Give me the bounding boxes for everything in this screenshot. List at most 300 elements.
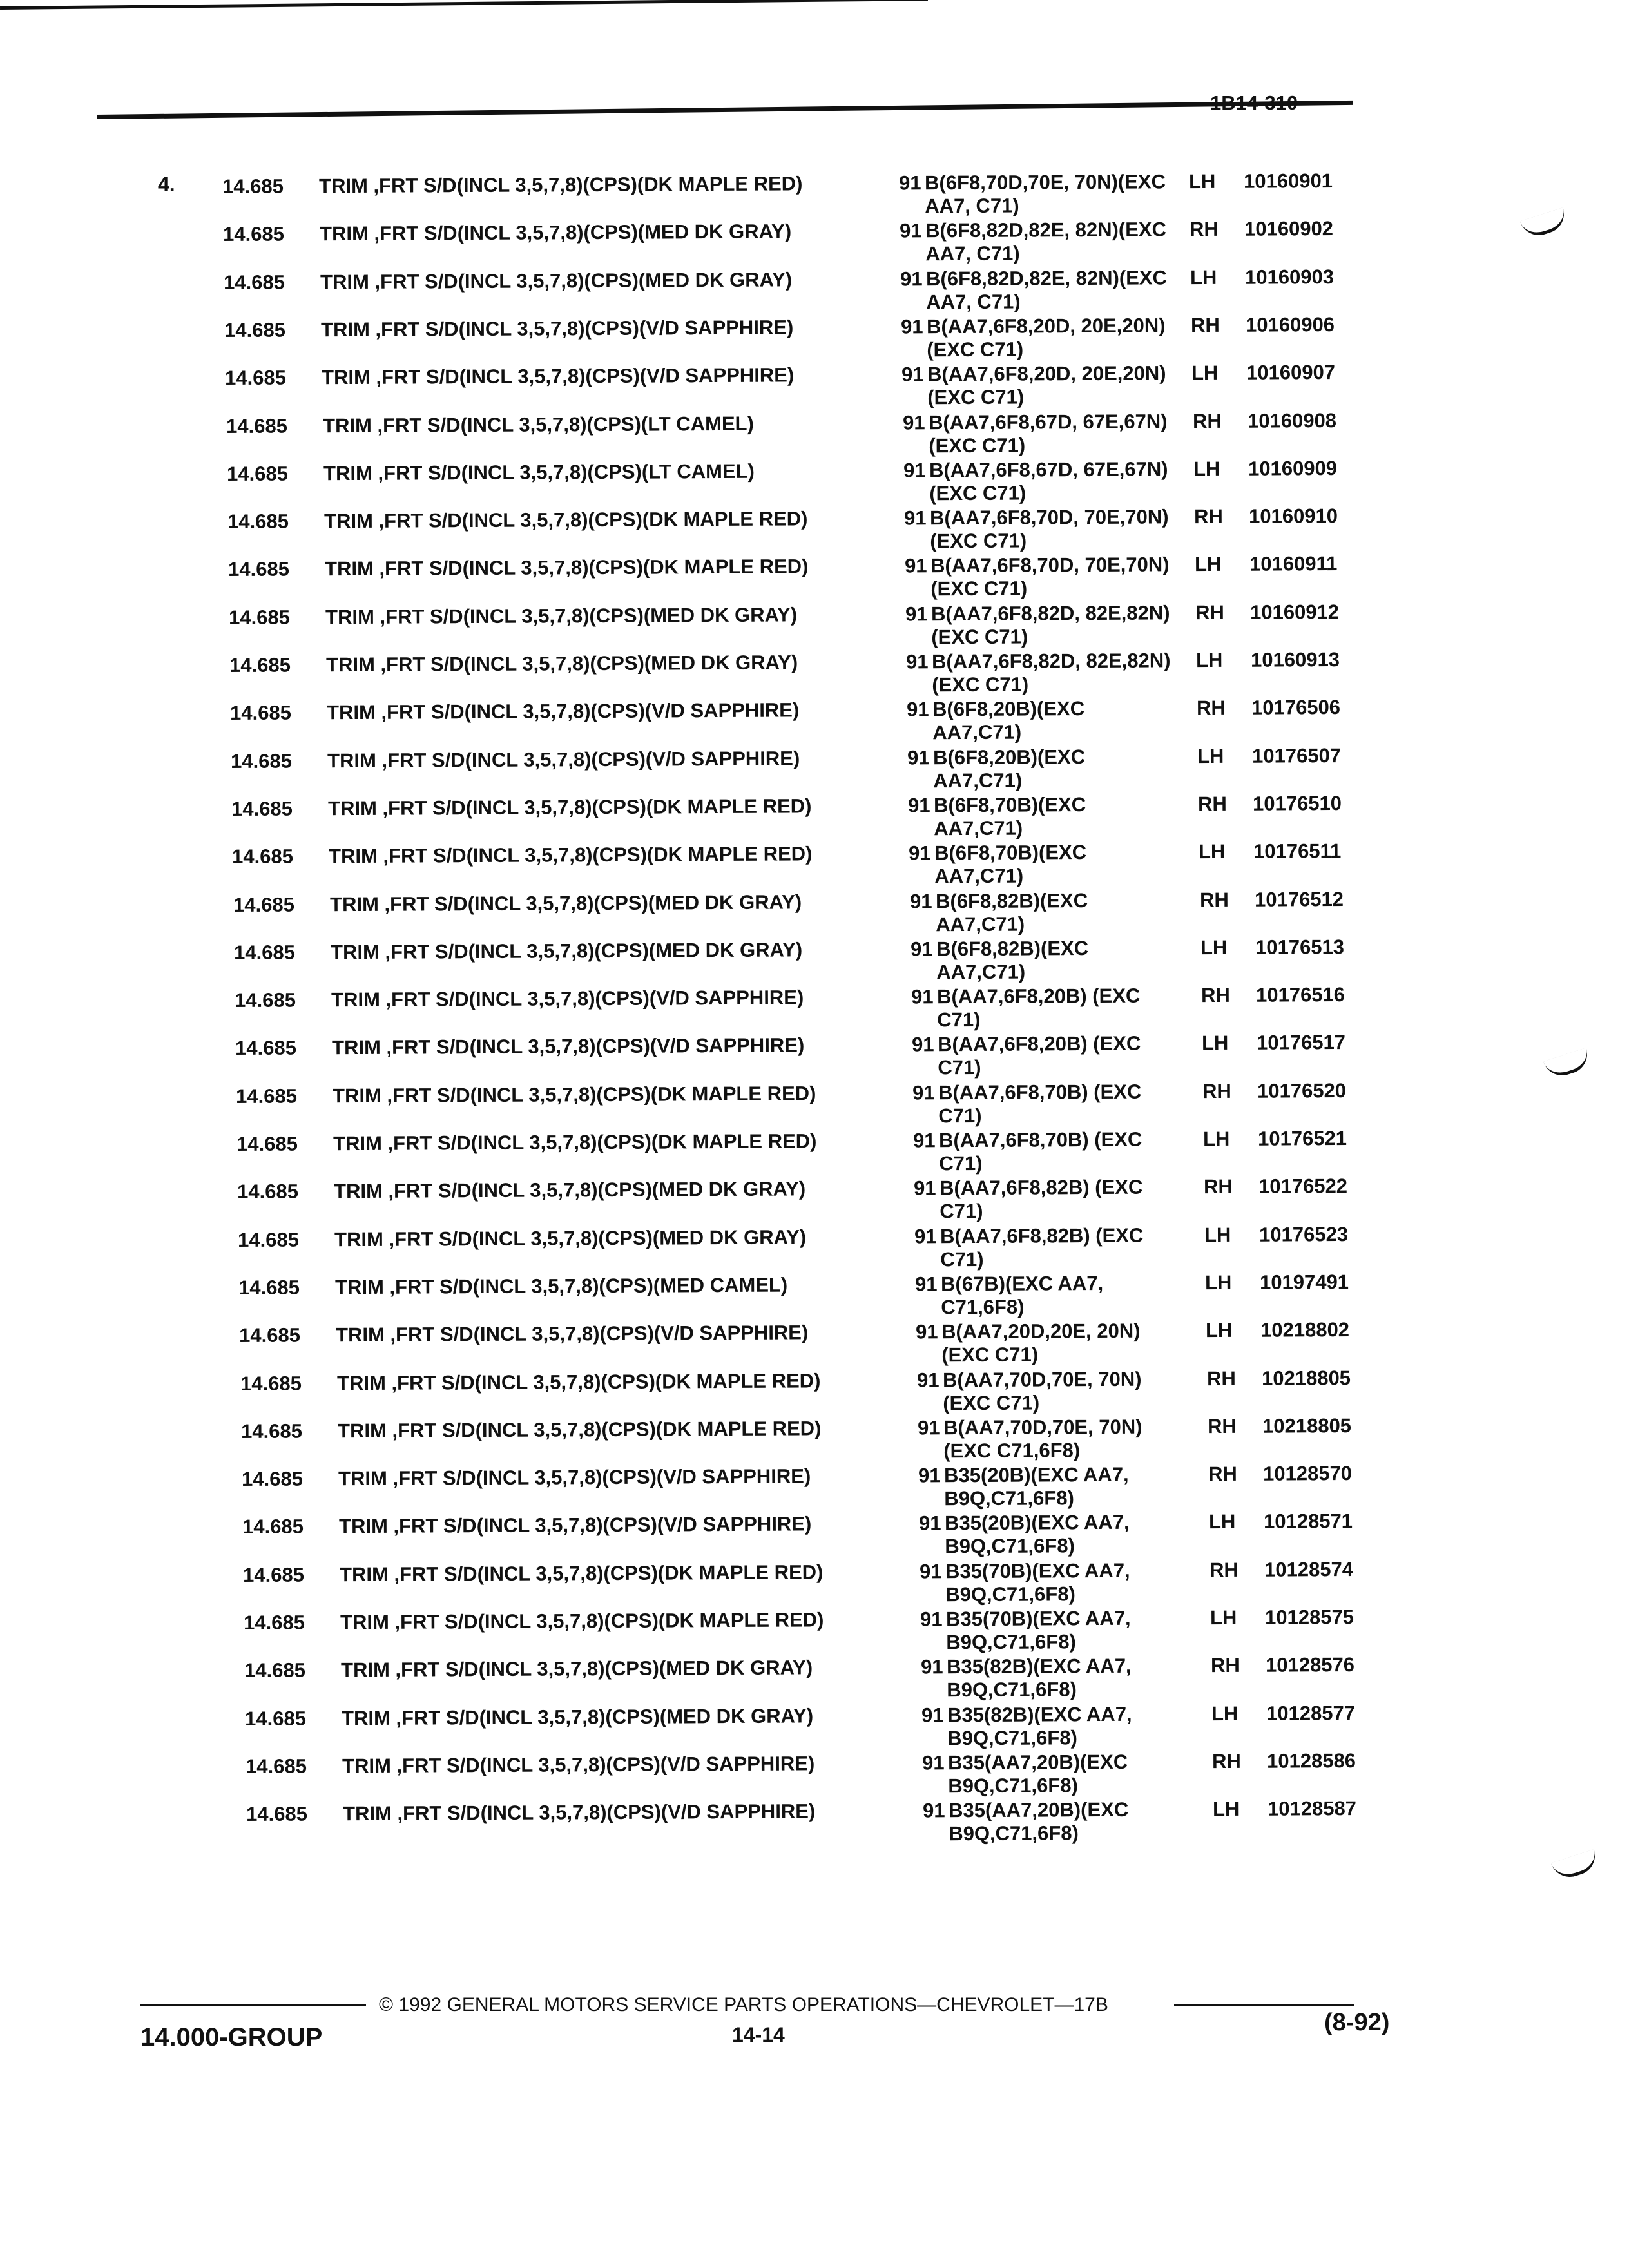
item-quantity: 91	[904, 554, 927, 577]
item-description	[327, 747, 894, 773]
item-quantity: 91	[910, 937, 933, 961]
page-code: 1B14-310	[1210, 91, 1298, 114]
item-side: RH	[1189, 217, 1219, 241]
part-number: 10128586	[1266, 1749, 1356, 1773]
item-code: 14.685	[236, 1132, 298, 1155]
item-description-text: FRT S/D(INCL 3,5,7,8)(CPS)(V/D SAPPHIRE)	[386, 698, 800, 724]
part-number: 10160913	[1250, 648, 1340, 671]
item-code: 14.685	[235, 988, 296, 1012]
item-quantity: 91	[899, 219, 922, 242]
footer-rule-right	[1174, 2004, 1354, 2006]
parts-row	[240, 1367, 1400, 1420]
parts-row	[235, 983, 1394, 1037]
item-description	[326, 651, 893, 677]
part-number: 10218805	[1261, 1366, 1351, 1390]
item-code: 14.685	[244, 1658, 306, 1682]
parts-row	[238, 1223, 1398, 1276]
item-description-text: FRT S/D(INCL 3,5,7,8)(CPS)(MED DK GRAY)	[379, 220, 792, 245]
item-usage: B35(70B)(EXC AA7, B9Q,C71,6F8)	[945, 1606, 1131, 1654]
item-quantity: 91	[905, 602, 928, 626]
item-side: LH	[1208, 1510, 1236, 1533]
part-number: 10176517	[1256, 1030, 1346, 1054]
item-side: RH	[1206, 1367, 1236, 1390]
parts-row	[242, 1462, 1402, 1515]
item-description-text: FRT S/D(INCL 3,5,7,8)(CPS)(DK MAPLE RED)	[387, 794, 812, 820]
part-number: 10160907	[1246, 360, 1336, 384]
item-keyword: TRIM ,	[333, 1179, 394, 1203]
item-quantity: 91	[921, 1751, 945, 1774]
item-description-text: FRT S/D(INCL 3,5,7,8)(CPS)(V/D SAPPHIRE)	[387, 747, 800, 772]
item-side: RH	[1192, 409, 1222, 433]
item-usage: B(67B)(EXC AA7, C71,6F8)	[940, 1271, 1104, 1319]
item-code: 14.685	[239, 1323, 301, 1347]
item-description	[331, 986, 898, 1012]
item-quantity: 91	[921, 1704, 944, 1727]
item-usage: B(AA7,20D,20E, 20N)(EXC C71)	[941, 1319, 1141, 1367]
item-keyword: TRIM ,	[337, 1419, 398, 1443]
parts-row	[228, 552, 1388, 606]
item-description	[335, 1273, 902, 1300]
item-usage: B(6F8,82D,82E, 82N)(EXC AA7, C71)	[925, 266, 1168, 314]
item-keyword: TRIM ,	[319, 222, 380, 245]
item-description-text: FRT S/D(INCL 3,5,7,8)(CPS)(MED DK GRAY)	[401, 1704, 814, 1729]
item-description-text: FRT S/D(INCL 3,5,7,8)(CPS)(V/D SAPPHIRE)	[381, 363, 795, 389]
item-usage: B(AA7,6F8,20B) (EXC C71)	[936, 984, 1141, 1032]
item-quantity: 91	[918, 1512, 941, 1535]
item-usage: B(AA7,6F8,67D, 67E,67N)(EXC C71)	[929, 457, 1168, 505]
parts-row	[244, 1606, 1403, 1659]
item-description	[323, 412, 890, 438]
item-description-text: FRT S/D(INCL 3,5,7,8)(CPS)(MED DK GRAY)	[394, 1225, 807, 1251]
item-keyword: TRIM ,	[335, 1323, 396, 1347]
item-quantity: 91	[901, 363, 924, 386]
item-keyword: TRIM ,	[338, 1466, 399, 1490]
item-description	[323, 459, 891, 486]
item-keyword: TRIM ,	[342, 1802, 403, 1825]
item-description-text: FRT S/D(INCL 3,5,7,8)(CPS)(LT CAMEL)	[383, 459, 755, 485]
item-side: LH	[1191, 361, 1219, 385]
item-description-text: FRT S/D(INCL 3,5,7,8)(CPS)(DK MAPLE RED)	[388, 842, 813, 867]
item-side: LH	[1188, 169, 1216, 193]
item-code: 14.685	[245, 1707, 307, 1730]
parts-row	[224, 265, 1383, 319]
item-usage: B(AA7,6F8,67D, 67E,67N)(EXC C71)	[928, 410, 1168, 457]
item-code: 14.685	[238, 1228, 300, 1251]
item-code: 14.685	[241, 1419, 303, 1443]
item-keyword: TRIM ,	[326, 700, 387, 724]
item-description-text: FRT S/D(INCL 3,5,7,8)(CPS)(V/D SAPPHIRE)	[398, 1465, 811, 1490]
parts-row	[229, 648, 1389, 702]
parts-row	[237, 1175, 1397, 1228]
item-description-text: FRT S/D(INCL 3,5,7,8)(CPS)(DK MAPLE RED)	[396, 1369, 821, 1394]
item-usage: B(AA7,6F8,70B) (EXC C71)	[938, 1080, 1142, 1128]
item-keyword: TRIM ,	[325, 653, 387, 677]
item-number: 4.	[158, 173, 175, 196]
item-description	[342, 1752, 909, 1778]
part-number: 10160906	[1245, 312, 1335, 336]
parts-row	[241, 1414, 1401, 1468]
parts-row	[234, 936, 1394, 989]
parts-row	[229, 601, 1389, 654]
item-description	[329, 842, 896, 869]
item-description-text: FRT S/D(INCL 3,5,7,8)(CPS)(DK MAPLE RED)	[397, 1417, 822, 1442]
item-description-text: FRT S/D(INCL 3,5,7,8)(CPS)(DK MAPLE RED)	[392, 1129, 817, 1155]
item-keyword: TRIM ,	[331, 1035, 392, 1059]
item-description	[327, 698, 894, 725]
item-description	[330, 890, 897, 917]
item-side: RH	[1196, 696, 1226, 720]
item-side: RH	[1203, 1175, 1233, 1198]
item-side: LH	[1204, 1223, 1231, 1247]
part-number: 10128575	[1264, 1605, 1354, 1629]
item-code: 14.685	[226, 414, 288, 437]
item-code: 14.685	[228, 557, 290, 581]
item-keyword: TRIM ,	[336, 1371, 398, 1395]
item-quantity: 91	[906, 698, 929, 721]
item-side: RH	[1209, 1558, 1239, 1582]
part-number: 10128576	[1265, 1653, 1355, 1677]
parts-row	[227, 457, 1387, 510]
item-keyword: TRIM ,	[320, 270, 381, 294]
item-keyword: TRIM ,	[341, 1706, 402, 1730]
item-description-text: FRT S/D(INCL 3,5,7,8)(CPS)(MED CAMEL)	[394, 1273, 788, 1298]
parts-row	[239, 1318, 1399, 1372]
item-description	[334, 1225, 901, 1252]
item-quantity: 91	[903, 459, 926, 482]
item-description	[334, 1177, 901, 1204]
item-keyword: TRIM ,	[340, 1658, 401, 1682]
item-description-text: FRT S/D(INCL 3,5,7,8)(CPS)(MED DK GRAY)	[389, 890, 802, 916]
parts-row	[238, 1271, 1398, 1324]
item-usage: B(6F8,82B)(EXC AA7,C71)	[936, 937, 1089, 984]
item-keyword: TRIM ,	[333, 1131, 394, 1155]
item-quantity: 91	[900, 315, 923, 338]
item-description-text: FRT S/D(INCL 3,5,7,8)(CPS)(V/D SAPPHIRE)	[391, 1033, 805, 1059]
item-quantity: 91	[909, 890, 932, 913]
part-number: 10160901	[1243, 169, 1333, 193]
item-code: 14.685	[235, 1036, 297, 1059]
parts-row	[227, 505, 1387, 558]
part-number: 10128574	[1264, 1557, 1354, 1581]
item-side: LH	[1200, 936, 1228, 959]
part-number: 10128587	[1267, 1796, 1357, 1820]
part-number: 10160912	[1249, 600, 1340, 624]
item-quantity: 91	[922, 1799, 945, 1822]
parts-row	[246, 1797, 1406, 1850]
footer-rule-left	[140, 2004, 366, 2006]
item-code: 14.685	[246, 1754, 307, 1778]
item-code: 14.685	[229, 653, 291, 677]
item-quantity: 91	[908, 841, 931, 865]
item-usage: B(AA7,6F8,20D, 20E,20N)(EXC C71)	[927, 361, 1166, 409]
item-keyword: TRIM ,	[323, 509, 385, 533]
item-code: 14.685	[236, 1084, 298, 1108]
item-side: LH	[1193, 457, 1220, 481]
item-side: LH	[1210, 1606, 1237, 1629]
part-number: 10176513	[1255, 935, 1345, 959]
item-usage: B35(20B)(EXC AA7, B9Q,C71,6F8)	[943, 1463, 1129, 1510]
parts-row	[245, 1702, 1405, 1755]
item-keyword: TRIM ,	[322, 414, 383, 437]
item-quantity: 91	[911, 985, 934, 1008]
item-description-text: FRT S/D(INCL 3,5,7,8)(CPS)(DK MAPLE RED)	[383, 507, 808, 532]
item-usage: B35(70B)(EXC AA7, B9Q,C71,6F8)	[945, 1559, 1130, 1606]
item-usage: B(6F8,70D,70E, 70N)(EXC AA7, C71)	[924, 170, 1166, 218]
item-code: 14.685	[244, 1611, 305, 1634]
item-description-text: FRT S/D(INCL 3,5,7,8)(CPS)(MED DK GRAY)	[390, 938, 803, 963]
item-description-text: FRT S/D(INCL 3,5,7,8)(CPS)(V/D SAPPHIRE)	[398, 1512, 812, 1537]
item-description	[332, 1033, 899, 1060]
item-code: 14.685	[233, 893, 295, 916]
part-number: 10160902	[1244, 216, 1334, 240]
item-side: RH	[1199, 888, 1229, 912]
item-code: 14.685	[242, 1515, 304, 1538]
item-usage: B(6F8,82B)(EXC AA7,C71)	[935, 889, 1088, 936]
item-quantity: 91	[917, 1416, 940, 1439]
item-usage: B(AA7,70D,70E, 70N)(EXC C71)	[942, 1367, 1142, 1415]
item-code: 14.685	[224, 271, 285, 294]
item-quantity: 91	[920, 1608, 943, 1631]
item-code: 14.685	[231, 797, 293, 820]
parts-row	[243, 1558, 1403, 1611]
parts-row	[246, 1749, 1405, 1803]
parts-row	[235, 1031, 1395, 1084]
item-keyword: TRIM ,	[338, 1514, 400, 1538]
item-description-text: FRT S/D(INCL 3,5,7,8)(CPS)(V/D SAPPHIRE)	[401, 1752, 815, 1777]
item-usage: B35(82B)(EXC AA7, B9Q,C71,6F8)	[946, 1654, 1132, 1702]
item-code: 14.685	[227, 462, 289, 485]
item-description-text: FRT S/D(INCL 3,5,7,8)(CPS)(MED DK GRAY)	[393, 1177, 806, 1202]
parts-row	[222, 169, 1382, 223]
item-quantity: 91	[902, 411, 925, 434]
item-side: LH	[1201, 1031, 1229, 1055]
item-quantity: 91	[914, 1225, 937, 1248]
item-description	[320, 220, 887, 246]
item-keyword: TRIM ,	[332, 1084, 393, 1108]
item-description	[333, 1082, 900, 1108]
item-description	[342, 1704, 909, 1731]
item-usage: B35(AA7,20B)(EXC B9Q,C71,6F8)	[947, 1750, 1128, 1798]
item-code: 14.685	[240, 1372, 302, 1395]
item-usage: B(6F8,20B)(EXC AA7,C71)	[932, 697, 1085, 744]
item-description	[337, 1369, 904, 1396]
item-code: 14.685	[229, 606, 291, 629]
part-number: 10176512	[1254, 887, 1344, 911]
item-code: 14.685	[225, 366, 287, 389]
item-usage: B35(82B)(EXC AA7, B9Q,C71,6F8)	[947, 1702, 1132, 1750]
parts-row	[226, 409, 1386, 463]
part-number: 10176523	[1258, 1222, 1349, 1246]
item-code: 14.685	[246, 1802, 308, 1825]
part-number: 10128570	[1262, 1461, 1353, 1485]
part-number: 10176510	[1252, 791, 1342, 815]
part-number: 10160911	[1249, 552, 1338, 575]
item-quantity: 91	[920, 1655, 943, 1678]
item-description	[331, 938, 898, 965]
item-keyword: TRIM ,	[327, 749, 388, 773]
parts-row	[231, 744, 1391, 798]
part-number: 10197491	[1259, 1270, 1349, 1294]
item-usage: B(AA7,6F8,82B) (EXC C71)	[940, 1224, 1144, 1271]
item-code: 14.685	[232, 845, 294, 868]
item-description	[324, 507, 891, 533]
part-number: 10176520	[1257, 1079, 1347, 1102]
item-description-text: FRT S/D(INCL 3,5,7,8)(CPS)(DK MAPLE RED)	[392, 1082, 816, 1107]
item-description	[322, 363, 889, 390]
item-description-text: FRT S/D(INCL 3,5,7,8)(CPS)(MED DK GRAY)	[385, 603, 798, 628]
item-quantity: 91	[913, 1177, 936, 1200]
item-code: 14.685	[224, 318, 286, 341]
item-quantity: 91	[903, 506, 927, 530]
item-side: RH	[1210, 1653, 1240, 1677]
item-usage: B(6F8,70B)(EXC AA7,C71)	[933, 793, 1086, 840]
item-side: LH	[1198, 840, 1226, 863]
item-keyword: TRIM ,	[329, 892, 390, 916]
item-description-text: FRT S/D(INCL 3,5,7,8)(CPS)(MED DK GRAY)	[400, 1656, 813, 1681]
part-number: 10160909	[1248, 456, 1338, 480]
item-keyword: TRIM ,	[331, 988, 392, 1012]
item-code: 14.685	[231, 749, 293, 773]
item-description	[339, 1512, 906, 1539]
item-side: RH	[1207, 1414, 1237, 1438]
item-quantity: 91	[912, 1129, 936, 1152]
item-side: LH	[1212, 1797, 1240, 1821]
item-quantity: 91	[914, 1273, 938, 1296]
item-description	[340, 1608, 907, 1635]
item-description	[319, 172, 886, 198]
item-description-text: FRT S/D(INCL 3,5,7,8)(CPS)(MED DK GRAY)	[385, 651, 798, 676]
item-usage: B(AA7,6F8,82B) (EXC C71)	[939, 1175, 1143, 1223]
part-number: 10160903	[1244, 265, 1335, 289]
item-usage: B(6F8,20B)(EXC AA7,C71)	[932, 745, 1086, 793]
item-quantity: 91	[907, 794, 930, 817]
item-quantity: 91	[911, 1033, 934, 1056]
item-usage: B(AA7,6F8,82D, 82E,82N)(EXC C71)	[930, 601, 1170, 649]
item-usage: B(AA7,6F8,70D, 70E,70N)(EXC C71)	[930, 553, 1170, 601]
part-number: 10176506	[1251, 695, 1341, 719]
item-description	[340, 1561, 907, 1587]
item-description	[341, 1656, 908, 1682]
item-keyword: TRIM ,	[323, 461, 384, 485]
parts-row	[233, 888, 1393, 941]
part-number: 10176522	[1258, 1174, 1348, 1198]
item-description	[325, 603, 892, 629]
item-keyword: TRIM ,	[339, 1562, 400, 1586]
item-quantity: 91	[918, 1464, 941, 1487]
parts-row	[231, 792, 1391, 845]
item-description	[325, 555, 892, 581]
part-number: 10218805	[1262, 1414, 1352, 1437]
item-side: RH	[1211, 1749, 1241, 1773]
item-side: RH	[1202, 1079, 1231, 1103]
item-description-text: FRT S/D(INCL 3,5,7,8)(CPS)(DK MAPLE RED)	[399, 1561, 824, 1586]
item-keyword: TRIM ,	[318, 174, 380, 198]
item-description	[320, 268, 887, 294]
item-side: LH	[1202, 1127, 1230, 1151]
footer-group: 14.000-GROUP	[140, 2023, 323, 2052]
item-description	[338, 1465, 905, 1491]
part-number: 10160910	[1248, 504, 1338, 528]
item-code: 14.685	[238, 1276, 300, 1299]
item-keyword: TRIM ,	[334, 1275, 396, 1299]
item-description-text: FRT S/D(INCL 3,5,7,8)(CPS)(MED DK GRAY)	[380, 268, 793, 293]
item-usage: B(AA7,6F8,70D, 70E,70N)(EXC C71)	[929, 505, 1169, 553]
item-code: 14.685	[222, 175, 284, 198]
item-description	[321, 316, 888, 342]
item-usage: B(6F8,82D,82E, 82N)(EXC AA7, C71)	[925, 218, 1167, 265]
item-keyword: TRIM ,	[342, 1754, 403, 1778]
item-code: 14.685	[230, 701, 292, 724]
item-code: 14.685	[243, 1563, 305, 1586]
item-description-text: FRT S/D(INCL 3,5,7,8)(CPS)(V/D SAPPHIRE)	[390, 986, 804, 1011]
part-number: 10176511	[1253, 839, 1342, 863]
item-keyword: TRIM ,	[321, 365, 382, 389]
item-keyword: TRIM ,	[320, 318, 381, 341]
item-code: 14.685	[223, 222, 285, 245]
item-description-text: FRT S/D(INCL 3,5,7,8)(CPS)(DK MAPLE RED)	[400, 1608, 824, 1633]
item-usage: B(AA7,6F8,20B) (EXC C71)	[937, 1032, 1141, 1079]
part-number: 10128571	[1263, 1509, 1353, 1533]
item-code: 14.685	[237, 1180, 299, 1203]
part-number: 10176507	[1251, 744, 1342, 767]
item-description-text: FRT S/D(INCL 3,5,7,8)(CPS)(DK MAPLE RED)	[378, 172, 803, 197]
item-usage: B35(AA7,20B)(EXC B9Q,C71,6F8)	[948, 1798, 1129, 1845]
parts-row	[225, 361, 1385, 414]
item-description	[328, 794, 895, 821]
item-description-text: FRT S/D(INCL 3,5,7,8)(CPS)(LT CAMEL)	[382, 412, 754, 437]
item-usage: B(AA7,6F8,20D, 20E,20N)(EXC C71)	[926, 314, 1166, 361]
item-side: LH	[1197, 744, 1224, 768]
item-side: LH	[1205, 1318, 1233, 1342]
item-description-text: FRT S/D(INCL 3,5,7,8)(CPS)(V/D SAPPHIRE)	[395, 1321, 809, 1346]
item-description-text: FRT S/D(INCL 3,5,7,8)(CPS)(V/D SAPPHIRE)	[402, 1800, 816, 1825]
item-code: 14.685	[234, 941, 296, 964]
part-number: 10176521	[1257, 1126, 1347, 1150]
parts-row	[224, 313, 1384, 367]
item-side: RH	[1193, 505, 1223, 528]
item-keyword: TRIM ,	[328, 844, 389, 868]
parts-row	[242, 1510, 1402, 1563]
item-description	[333, 1129, 900, 1156]
item-quantity: 91	[916, 1369, 940, 1392]
footer-date: (8-92)	[1324, 2009, 1390, 2036]
item-side: LH	[1194, 552, 1222, 576]
item-usage: B(AA7,6F8,70B) (EXC C71)	[938, 1128, 1142, 1175]
item-side: RH	[1190, 313, 1220, 337]
item-code: 14.685	[242, 1467, 304, 1490]
item-side: RH	[1195, 601, 1224, 624]
item-quantity: 91	[915, 1320, 938, 1343]
item-side: LH	[1211, 1702, 1239, 1725]
item-side: RH	[1208, 1462, 1237, 1486]
parts-row	[223, 217, 1383, 271]
parts-row	[236, 1079, 1396, 1133]
item-quantity: 91	[907, 746, 930, 769]
part-number: 10128577	[1266, 1701, 1356, 1725]
item-usage: B(6F8,70B)(EXC AA7,C71)	[934, 841, 1087, 888]
item-quantity: 91	[900, 267, 923, 291]
item-keyword: TRIM ,	[340, 1610, 401, 1634]
item-keyword: TRIM ,	[325, 605, 386, 629]
item-usage: B(AA7,6F8,82D, 82E,82N)(EXC C71)	[931, 649, 1171, 697]
parts-row	[244, 1653, 1404, 1707]
parts-row	[230, 696, 1390, 749]
item-description-text: FRT S/D(INCL 3,5,7,8)(CPS)(V/D SAPPHIRE)	[380, 316, 794, 341]
item-keyword: TRIM ,	[334, 1227, 395, 1251]
item-side: LH	[1190, 265, 1217, 289]
item-description	[338, 1417, 905, 1443]
parts-row	[232, 840, 1392, 893]
